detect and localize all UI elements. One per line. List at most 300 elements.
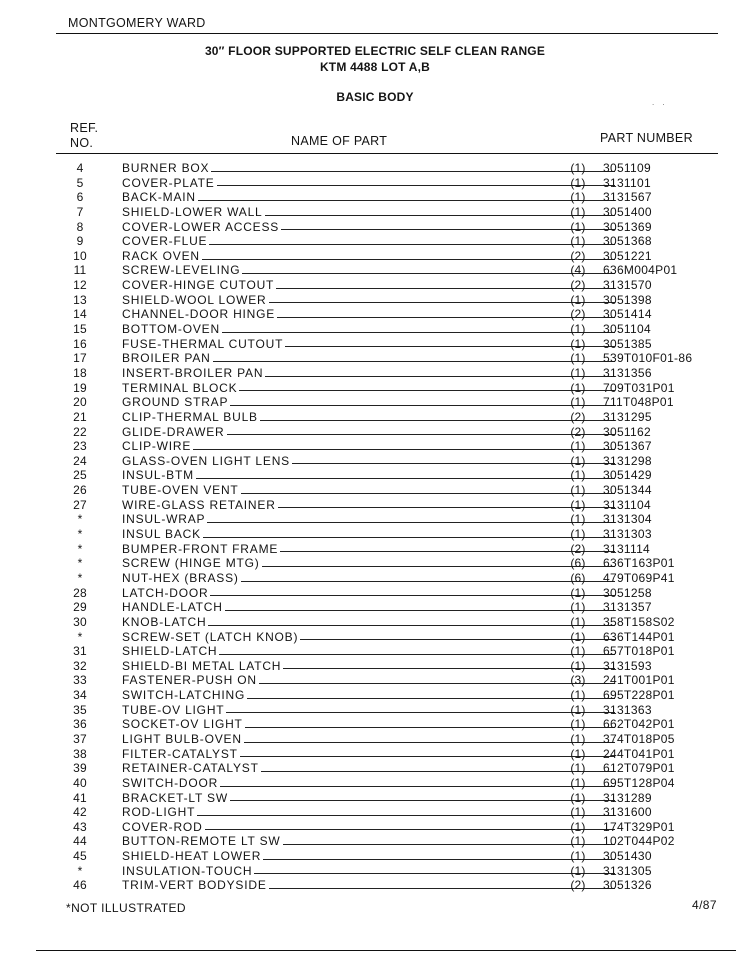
part-name-text: BACK-MAIN <box>122 190 196 205</box>
part-number: 3131298 <box>603 453 652 468</box>
ref-number: 4 <box>76 161 84 175</box>
table-row <box>60 439 710 454</box>
quantity: (1) <box>570 161 586 175</box>
part-name <box>122 337 617 352</box>
part-name-text: KNOB-LATCH <box>122 614 207 629</box>
leader-line <box>209 244 615 245</box>
ref-number: 18 <box>73 365 87 380</box>
part-name-text: BUMPER-FRONT FRAME <box>122 541 279 556</box>
part-number: 695T128P04 <box>603 775 675 790</box>
table-row <box>60 791 710 806</box>
quantity: (1) <box>570 585 586 600</box>
quantity: (1) <box>570 395 586 410</box>
quantity: (1) <box>570 658 586 673</box>
leader-line <box>262 566 615 567</box>
part-name-text: TERMINAL BLOCK <box>122 380 238 395</box>
ref-header-line1: REF. <box>70 121 99 135</box>
ref-number: 37 <box>73 731 87 746</box>
part-number: 636T163P01 <box>603 556 675 571</box>
leader-line <box>210 595 615 596</box>
part-name-text: SHIELD-LOWER WALL <box>122 204 263 219</box>
ref-number: 25 <box>73 468 87 483</box>
quantity: (6) <box>570 570 586 585</box>
part-name-text: CLIP-THERMAL BULB <box>122 409 258 424</box>
leader-line <box>242 273 615 274</box>
part-number: 3131600 <box>603 805 652 820</box>
table-row <box>60 615 710 630</box>
part-number: 3051109 <box>603 161 651 175</box>
part-name-text: SHIELD-LATCH <box>122 644 218 659</box>
table-row <box>60 381 710 396</box>
ref-number: 13 <box>73 292 87 307</box>
part-number: 539T010F01-86 <box>603 351 693 366</box>
ref-number: * <box>77 527 83 542</box>
leader-line <box>193 449 615 450</box>
table-row <box>60 644 710 659</box>
ref-number: 7 <box>76 204 84 219</box>
ref-number: 40 <box>73 775 87 790</box>
table-row <box>60 864 710 879</box>
part-name-text: BOTTOM-OVEN <box>122 322 220 337</box>
ref-number: 22 <box>73 424 87 439</box>
leader-line <box>263 859 615 860</box>
ref-number: 36 <box>73 717 87 732</box>
ref-number: * <box>77 863 83 878</box>
quantity: (1) <box>570 761 586 776</box>
ref-number: 35 <box>73 702 87 717</box>
leader-line <box>240 756 615 757</box>
table-row <box>60 220 710 235</box>
part-name-text: GLASS-OVEN LIGHT LENS <box>122 453 290 468</box>
part-name <box>122 630 617 645</box>
quantity: (1) <box>570 351 586 366</box>
part-name <box>122 366 617 381</box>
part-number: 479T069P41 <box>603 570 675 585</box>
part-number: 3131289 <box>603 790 652 805</box>
part-name-text: FASTENER-PUSH ON <box>122 673 257 688</box>
scan-speck: . . <box>652 98 668 107</box>
quantity: (1) <box>570 483 586 498</box>
table-row <box>60 556 710 571</box>
leader-line <box>202 259 615 260</box>
part-number: 3051429 <box>603 468 652 483</box>
leader-line <box>260 420 615 421</box>
ref-number: 12 <box>73 278 87 293</box>
part-name <box>122 439 617 454</box>
part-name-text: COVER-LOWER ACCESS <box>122 219 280 234</box>
table-row <box>60 410 710 425</box>
part-name <box>122 717 617 732</box>
part-name <box>122 703 617 718</box>
part-name-text: SOCKET-OV LIGHT <box>122 717 243 732</box>
leader-line <box>245 727 615 728</box>
part-name-text: LIGHT BULB-OVEN <box>122 731 242 746</box>
table-row <box>60 468 710 483</box>
part-name-text: CHANNEL-DOOR HINGE <box>122 307 276 322</box>
part-number: 3051368 <box>603 234 652 249</box>
part-name-text: INSUL-WRAP <box>122 512 206 527</box>
quantity: (4) <box>570 263 586 278</box>
quantity: (2) <box>570 878 586 893</box>
part-number: 3131295 <box>603 409 652 424</box>
part-name-text: BUTTON-REMOTE LT SW <box>122 834 281 849</box>
quantity: (6) <box>570 556 586 571</box>
quantity: (1) <box>570 497 586 512</box>
ref-number: * <box>77 541 83 556</box>
model-number: KTM 4488 LOT A,B <box>319 60 431 74</box>
part-name <box>122 498 617 513</box>
table-row <box>60 776 710 791</box>
part-name <box>122 805 617 820</box>
part-name <box>122 761 617 776</box>
part-name-text: COVER-ROD <box>122 819 203 834</box>
quantity: (1) <box>570 380 586 395</box>
part-name-text: BURNER BOX <box>122 161 210 175</box>
part-name-text: BRACKET-LT SW <box>122 790 228 805</box>
quantity: (1) <box>570 834 586 849</box>
part-name-text: RETAINER-CATALYST <box>122 761 259 776</box>
ref-number: 38 <box>73 746 87 761</box>
part-name-text: HANDLE-LATCH <box>122 600 223 615</box>
part-number: 3131356 <box>603 365 652 380</box>
part-name-text: FUSE-THERMAL CUTOUT <box>122 336 284 351</box>
quantity: (2) <box>570 278 586 293</box>
leader-line <box>198 200 615 201</box>
table-row <box>60 542 710 557</box>
quantity: (1) <box>570 468 586 483</box>
quantity: (2) <box>570 424 586 439</box>
table-row <box>60 703 710 718</box>
quantity: (1) <box>570 453 586 468</box>
table-row <box>60 161 710 176</box>
part-name-text: GLIDE-DRAWER <box>122 424 225 439</box>
part-name <box>122 395 617 410</box>
quantity: (2) <box>570 409 586 424</box>
quantity: (1) <box>570 365 586 380</box>
part-number: 3131101 <box>603 175 651 190</box>
quantity: (1) <box>570 644 586 659</box>
table-row <box>60 395 710 410</box>
ref-number: * <box>77 629 83 644</box>
part-name <box>122 161 617 176</box>
part-name-text: INSULATION-TOUCH <box>122 863 253 878</box>
ref-number: 6 <box>76 190 84 205</box>
part-number: 3131357 <box>603 600 652 615</box>
table-row <box>60 205 710 220</box>
leader-line <box>259 683 615 684</box>
ref-number: 30 <box>73 614 87 629</box>
ref-number: 26 <box>73 483 87 498</box>
table-row <box>60 351 710 366</box>
part-number: 3051398 <box>603 292 652 307</box>
part-number: 709T031P01 <box>603 380 675 395</box>
quantity: (1) <box>570 234 586 249</box>
part-number: 695T228P01 <box>603 688 675 703</box>
ref-number: 34 <box>73 688 87 703</box>
part-number: 3051414 <box>603 307 652 322</box>
quantity: (1) <box>570 790 586 805</box>
part-name-text: SHIELD-WOOL LOWER <box>122 292 267 307</box>
ref-number: 32 <box>73 658 87 673</box>
part-name-text: RACK OVEN <box>122 248 200 263</box>
part-name <box>122 732 617 747</box>
table-row <box>60 307 710 322</box>
ref-number: 42 <box>73 805 87 820</box>
ref-number: 24 <box>73 453 87 468</box>
table-row <box>60 190 710 205</box>
ref-number: * <box>77 512 83 527</box>
quantity: (1) <box>570 702 586 717</box>
part-number: 3051369 <box>603 219 652 234</box>
quantity: (1) <box>570 688 586 703</box>
ref-number: 23 <box>73 439 87 454</box>
part-name <box>122 190 617 205</box>
leader-line <box>254 873 615 874</box>
leader-line <box>227 434 616 435</box>
table-row <box>60 249 710 264</box>
part-number: 358T158S02 <box>603 614 675 629</box>
quantity: (1) <box>570 322 586 337</box>
quantity: (1) <box>570 863 586 878</box>
leader-line <box>196 478 615 479</box>
part-name-text: COVER-FLUE <box>122 234 208 249</box>
leader-line <box>219 654 615 655</box>
part-name-text: BROILER PAN <box>122 351 211 366</box>
part-name-text: ROD-LIGHT <box>122 805 196 820</box>
quantity: (1) <box>570 731 586 746</box>
leader-line <box>244 742 615 743</box>
ref-number: 15 <box>73 322 87 337</box>
quantity: (1) <box>570 512 586 527</box>
table-row <box>60 805 710 820</box>
leader-line <box>197 815 615 816</box>
leader-line <box>265 376 615 377</box>
ref-number: 43 <box>73 819 87 834</box>
table-row <box>60 454 710 469</box>
part-name-text: TRIM-VERT BODYSIDE <box>122 878 267 893</box>
ref-number: * <box>77 556 83 571</box>
part-name <box>122 834 617 849</box>
part-name <box>122 410 617 425</box>
quantity: (1) <box>570 439 586 454</box>
table-row <box>60 337 710 352</box>
part-name <box>122 351 617 366</box>
leader-line <box>211 171 615 172</box>
leader-line <box>205 829 615 830</box>
quantity: (3) <box>570 673 586 688</box>
quantity: (1) <box>570 175 586 190</box>
quantity: (1) <box>570 292 586 307</box>
ref-number: 41 <box>73 790 87 805</box>
table-row <box>60 630 710 645</box>
part-number: 3051221 <box>603 248 652 263</box>
ref-number: 17 <box>73 351 87 366</box>
ref-number: 45 <box>73 849 87 864</box>
table-row <box>60 717 710 732</box>
part-name <box>122 205 617 220</box>
table-row <box>60 600 710 615</box>
table-row <box>60 761 710 776</box>
part-name-text: INSUL BACK <box>122 527 201 542</box>
brand-header: MONTGOMERY WARD <box>68 16 206 30</box>
leader-line <box>230 800 615 801</box>
ref-number: 16 <box>73 336 87 351</box>
leader-line <box>265 215 615 216</box>
table-row <box>60 688 710 703</box>
table-row <box>60 659 710 674</box>
part-number-header: PART NUMBER <box>600 131 693 145</box>
part-name <box>122 659 617 674</box>
quantity: (1) <box>570 805 586 820</box>
table-row <box>60 571 710 586</box>
ref-number: 28 <box>73 585 87 600</box>
part-number: 3131303 <box>603 527 652 542</box>
quantity: (1) <box>570 717 586 732</box>
part-name <box>122 220 617 235</box>
part-name <box>122 454 617 469</box>
part-name-text: WIRE-GLASS RETAINER <box>122 497 276 512</box>
leader-line <box>226 712 615 713</box>
part-name-text: SHIELD-HEAT LOWER <box>122 849 262 864</box>
ref-number: 14 <box>73 307 87 322</box>
ref-number: 33 <box>73 673 87 688</box>
part-number: 3131305 <box>603 863 652 878</box>
leader-line <box>239 390 615 391</box>
part-name-text: SCREW (HINGE MTG) <box>122 556 260 571</box>
part-name <box>122 176 617 191</box>
part-name <box>122 263 617 278</box>
ref-number: 11 <box>73 263 87 278</box>
part-number: 3051326 <box>603 878 652 893</box>
part-name <box>122 322 617 337</box>
ref-number: 19 <box>73 380 87 395</box>
part-name <box>122 483 617 498</box>
quantity: (1) <box>570 190 586 205</box>
part-number: 3051104 <box>603 322 651 337</box>
ref-number: 29 <box>73 600 87 615</box>
part-name-text: COVER-HINGE CUTOUT <box>122 278 275 293</box>
part-name <box>122 542 617 557</box>
part-number: 3131567 <box>603 190 652 205</box>
part-number: 374T018P05 <box>603 731 675 746</box>
part-name-text: GROUND STRAP <box>122 395 229 410</box>
ref-number: 20 <box>73 395 87 410</box>
ref-number: 39 <box>73 761 87 776</box>
quantity: (1) <box>570 600 586 615</box>
ref-number: 9 <box>76 234 84 249</box>
ref-number: 21 <box>73 409 87 424</box>
part-name <box>122 747 617 762</box>
table-row <box>60 425 710 440</box>
part-number: 711T048P01 <box>603 395 674 410</box>
quantity: (1) <box>570 527 586 542</box>
header-rule <box>56 153 718 154</box>
table-row <box>60 820 710 835</box>
part-number: 3051367 <box>603 439 652 454</box>
quantity: (2) <box>570 307 586 322</box>
date-code: 4/87 <box>692 898 717 912</box>
part-name-text: COVER-PLATE <box>122 175 215 190</box>
part-number: 3051258 <box>603 585 652 600</box>
part-name-text: NUT-HEX (BRASS) <box>122 570 239 585</box>
quantity: (1) <box>570 204 586 219</box>
leader-line <box>269 888 615 889</box>
part-name <box>122 791 617 806</box>
ref-number: 31 <box>73 644 87 659</box>
table-row <box>60 366 710 381</box>
part-name-text: SCREW-SET (LATCH KNOB) <box>122 629 299 644</box>
leader-line <box>261 771 615 772</box>
part-number: 3131104 <box>603 497 651 512</box>
name-of-part-header: NAME OF PART <box>291 134 388 148</box>
ref-number: 44 <box>73 834 87 849</box>
part-name <box>122 864 617 879</box>
quantity: (1) <box>570 336 586 351</box>
part-number: 3051344 <box>603 483 652 498</box>
part-number: 3131304 <box>603 512 652 527</box>
table-row <box>60 483 710 498</box>
ref-number: 10 <box>73 248 87 263</box>
part-name-text: SHIELD-BI METAL LATCH <box>122 658 282 673</box>
part-name-text: SWITCH-DOOR <box>122 775 219 790</box>
leader-line <box>220 786 615 787</box>
part-name-text: SCREW-LEVELING <box>122 263 241 278</box>
part-name-text: CLIP-WIRE <box>122 439 192 454</box>
table-row <box>60 527 710 542</box>
part-number: 657T018P01 <box>603 644 675 659</box>
part-name <box>122 615 617 630</box>
part-name <box>122 586 617 601</box>
part-number: 3051385 <box>603 336 652 351</box>
part-name-text: SWITCH-LATCHING <box>122 688 246 703</box>
table-row <box>60 278 710 293</box>
part-number: 102T044P02 <box>603 834 675 849</box>
part-name <box>122 381 617 396</box>
part-name <box>122 673 617 688</box>
part-name-text: TUBE-OV LIGHT <box>122 702 225 717</box>
part-name <box>122 468 617 483</box>
quantity: (1) <box>570 775 586 790</box>
part-name <box>122 249 617 264</box>
part-name <box>122 820 617 835</box>
part-name <box>122 293 617 308</box>
quantity: (1) <box>570 219 586 234</box>
table-row <box>60 878 710 893</box>
top-rule <box>56 33 718 34</box>
quantity: (2) <box>570 541 586 556</box>
part-name-text: FILTER-CATALYST <box>122 746 238 761</box>
table-row <box>60 747 710 762</box>
table-row <box>60 586 710 601</box>
leader-line <box>225 610 615 611</box>
part-name <box>122 776 617 791</box>
leader-line <box>208 625 615 626</box>
table-row <box>60 849 710 864</box>
leader-line <box>203 537 615 538</box>
table-row <box>60 834 710 849</box>
table-row <box>60 293 710 308</box>
part-name <box>122 644 617 659</box>
ref-number: 46 <box>73 878 87 893</box>
part-number: 3131363 <box>603 702 652 717</box>
part-name-text: INSUL-BTM <box>122 468 194 483</box>
ref-header-line2: NO. <box>70 136 94 150</box>
part-number: 3131570 <box>603 278 652 293</box>
document-title: 30″ FLOOR SUPPORTED ELECTRIC SELF CLEAN RANGE <box>204 44 546 58</box>
leader-line <box>213 361 615 362</box>
part-number: 244T041P01 <box>603 746 675 761</box>
part-number: 241T001P01 <box>603 673 675 688</box>
